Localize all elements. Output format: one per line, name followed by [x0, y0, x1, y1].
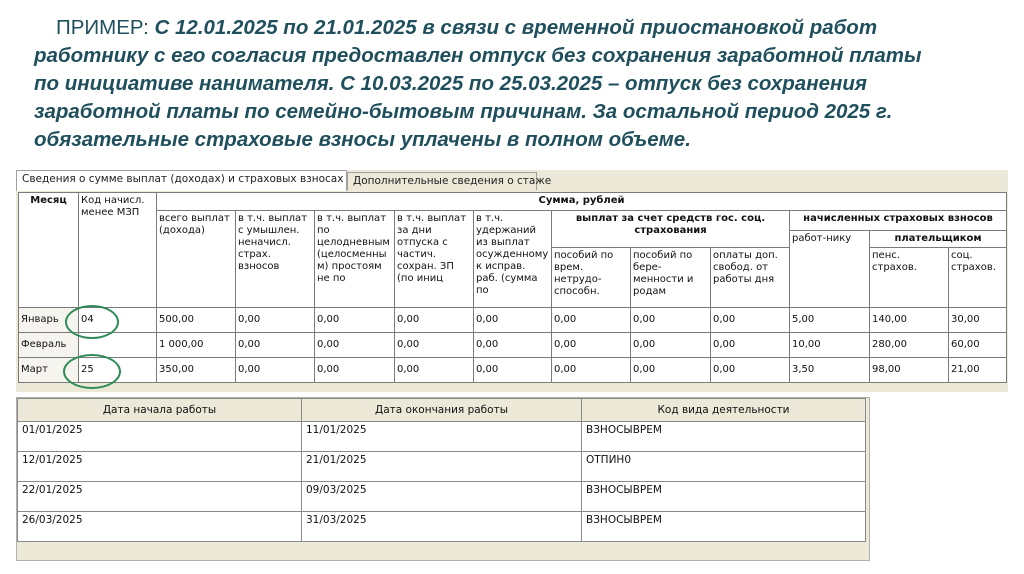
cell-pension[interactable]: 140,00 [870, 308, 949, 333]
cell-code[interactable]: 25 [79, 358, 157, 383]
cell-sick[interactable]: 0,00 [552, 333, 631, 358]
intro-line-3: по инициативе нанимателя. С 10.03.2025 по 25.03.2025 – отпуск без сохранения [34, 72, 867, 95]
cell-deductions[interactable]: 0,00 [474, 308, 552, 333]
col-employee-header: работ-нику [790, 231, 870, 308]
col-code-header: Код начисл. менее МЗП [79, 193, 157, 308]
highlight-circle-code-25 [63, 354, 121, 389]
table-row-march[interactable] [19, 358, 1007, 383]
col-end-header[interactable]: Дата окончания работы [302, 399, 582, 422]
cell-social[interactable]: 60,00 [949, 333, 1007, 358]
cell-start[interactable]: 26/03/2025 [18, 512, 302, 542]
cell-social[interactable]: 21,00 [949, 358, 1007, 383]
table-row[interactable] [18, 422, 866, 452]
cell-maternity[interactable]: 0,00 [631, 308, 711, 333]
cell-downtime[interactable]: 0,00 [315, 308, 395, 333]
payments-table [18, 192, 1007, 383]
intro-line-4: заработной платы по семейно-бытовым причинам. За остальной период 2025 г. [34, 100, 893, 123]
contrib-group-header: начисленных страховых взносов [790, 211, 1007, 231]
cell-childcare[interactable]: 0,00 [711, 333, 790, 358]
cell-start[interactable]: 22/01/2025 [18, 482, 302, 512]
col-downtime-header: в т.ч. выплат по целодневным (целосменным) простоям не по [315, 211, 395, 308]
col-intentional-header: в т.ч. выплат с умышлен. неначисл. страх. взносов [236, 211, 315, 308]
col-deductions-header: в т.ч. удержаний из выплат осужденному к исправ. раб. (сумма по [474, 211, 552, 308]
payments-window [16, 170, 1008, 392]
cell-code[interactable]: 04 [79, 308, 157, 333]
intro-line-2: работнику с его согласия предоставлен отпуск без сохранения заработной платы [34, 44, 922, 67]
col-vacation-header: в т.ч. выплат за дни отпуска с частич. сохран. ЗП (по иниц [395, 211, 474, 308]
cell-total[interactable]: 500,00 [157, 308, 236, 333]
col-pension-header: пенс. страхов. [870, 248, 949, 308]
table-row-february[interactable] [19, 333, 1007, 358]
cell-activity-code[interactable]: ОТПИН0 [582, 452, 866, 482]
cell-maternity[interactable]: 0,00 [631, 358, 711, 383]
cell-end[interactable]: 11/01/2025 [302, 422, 582, 452]
cell-activity-code[interactable]: ВЗНОСЫВРЕМ [582, 422, 866, 452]
cell-maternity[interactable]: 0,00 [631, 333, 711, 358]
cell-activity-code[interactable]: ВЗНОСЫВРЕМ [582, 482, 866, 512]
cell-vacation[interactable]: 0,00 [395, 358, 474, 383]
cell-sick[interactable]: 0,00 [552, 308, 631, 333]
intro-lead: ПРИМЕР: [56, 16, 149, 39]
cell-employee[interactable]: 10,00 [790, 333, 870, 358]
cell-month[interactable]: Февраль [19, 333, 79, 358]
cell-start[interactable]: 12/01/2025 [18, 452, 302, 482]
state-group-header: выплат за счет средств гос. соц. страхования [552, 211, 790, 248]
example-text [34, 14, 1009, 154]
col-social-header: соц. страхов. [949, 248, 1007, 308]
sum-group-header: Сумма, рублей [157, 193, 1007, 211]
cell-month[interactable]: Январь [19, 308, 79, 333]
col-sick-header: пособий по врем. нетрудо-способн. [552, 248, 631, 308]
cell-deductions[interactable]: 0,00 [474, 333, 552, 358]
cell-total[interactable]: 1 000,00 [157, 333, 236, 358]
col-maternity-header: пособий по бере-менности и родам [631, 248, 711, 308]
cell-activity-code[interactable]: ВЗНОСЫВРЕМ [582, 512, 866, 542]
cell-start[interactable]: 01/01/2025 [18, 422, 302, 452]
col-start-header[interactable]: Дата начала работы [18, 399, 302, 422]
cell-deductions[interactable]: 0,00 [474, 358, 552, 383]
table-row[interactable] [18, 452, 866, 482]
cell-employee[interactable]: 3,50 [790, 358, 870, 383]
col-total-header: всего выплат (дохода) [157, 211, 236, 308]
cell-vacation[interactable]: 0,00 [395, 308, 474, 333]
cell-total[interactable]: 350,00 [157, 358, 236, 383]
cell-end[interactable]: 09/03/2025 [302, 482, 582, 512]
cell-month[interactable]: Март [19, 358, 79, 383]
cell-downtime[interactable]: 0,00 [315, 333, 395, 358]
table-row[interactable] [18, 512, 866, 542]
intro-line-1: ПРИМЕР: С 12.01.2025 по 21.01.2025 в связи с временной приостановкой работ [56, 16, 878, 39]
cell-pension[interactable]: 98,00 [870, 358, 949, 383]
payer-group-header: плательщиком [870, 231, 1007, 248]
table-row[interactable] [18, 482, 866, 512]
cell-intentional[interactable]: 0,00 [236, 308, 315, 333]
cell-intentional[interactable]: 0,00 [236, 333, 315, 358]
cell-intentional[interactable]: 0,00 [236, 358, 315, 383]
activity-periods-table [17, 398, 866, 542]
cell-end[interactable]: 21/01/2025 [302, 452, 582, 482]
cell-childcare[interactable]: 0,00 [711, 358, 790, 383]
cell-employee[interactable]: 5,00 [790, 308, 870, 333]
cell-pension[interactable]: 280,00 [870, 333, 949, 358]
cell-downtime[interactable]: 0,00 [315, 358, 395, 383]
activity-periods-window [16, 397, 870, 561]
cell-childcare[interactable]: 0,00 [711, 308, 790, 333]
table-row-january[interactable] [19, 308, 1007, 333]
col-childcare-header: оплаты доп. свобод. от работы дня [711, 248, 790, 308]
cell-vacation[interactable]: 0,00 [395, 333, 474, 358]
cell-end[interactable]: 31/03/2025 [302, 512, 582, 542]
highlight-circle-code-04 [65, 305, 119, 339]
tab-additional-experience[interactable]: Дополнительные сведения о стаже [347, 172, 537, 190]
tab-payments-contributions[interactable]: Сведения о сумме выплат (доходах) и страховых взносах [16, 170, 347, 191]
table-header-row [18, 399, 866, 422]
cell-social[interactable]: 30,00 [949, 308, 1007, 333]
col-month-header: Месяц [19, 193, 79, 308]
intro-line-5: обязательные страховые взносы уплачены в полном объеме. [34, 128, 691, 151]
cell-sick[interactable]: 0,00 [552, 358, 631, 383]
col-activity-code-header[interactable]: Код вида деятельности [582, 399, 866, 422]
